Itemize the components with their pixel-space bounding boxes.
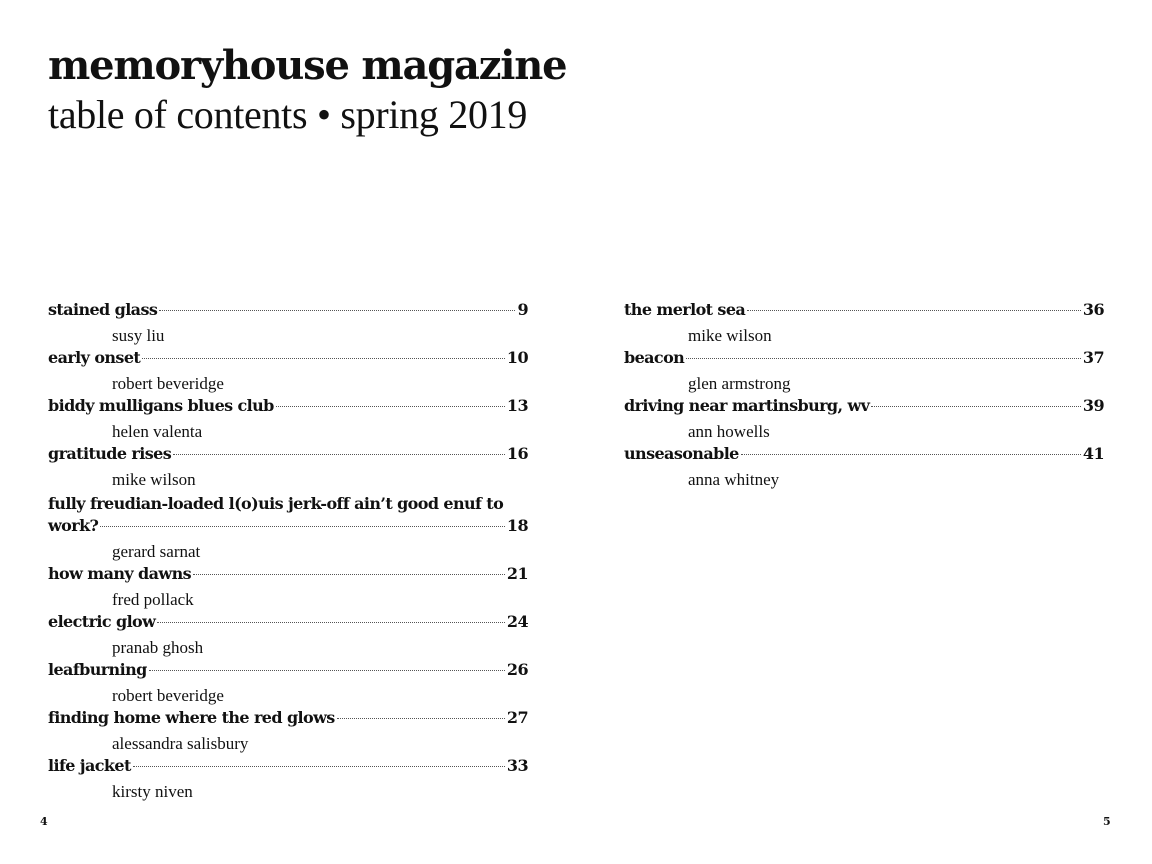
toc-subtitle: table of contents • spring 2019 bbox=[48, 92, 528, 137]
toc-entry bbox=[48, 612, 528, 660]
toc-title-line bbox=[48, 564, 528, 588]
toc-entry bbox=[624, 348, 1104, 396]
toc-entry bbox=[48, 564, 528, 612]
dot-leader bbox=[747, 310, 1081, 311]
toc-page-number: 39 bbox=[1082, 396, 1104, 415]
toc-title: gratitude rises bbox=[48, 444, 172, 463]
toc-title: life jacket bbox=[48, 756, 131, 775]
dot-leader bbox=[173, 454, 505, 455]
toc-title-line bbox=[624, 396, 1104, 420]
toc-title-line bbox=[48, 444, 528, 468]
page-number-right: 5 bbox=[1103, 815, 1111, 828]
toc-page-number: 24 bbox=[506, 612, 528, 631]
toc-author: gerard sarnat bbox=[112, 542, 201, 561]
toc-author: helen valenta bbox=[112, 422, 203, 441]
toc-title-line bbox=[48, 756, 528, 780]
toc-entry bbox=[48, 444, 528, 492]
toc-entry bbox=[48, 300, 528, 348]
toc-page-number: 18 bbox=[506, 516, 528, 535]
dot-leader bbox=[871, 406, 1081, 407]
toc-page-number: 36 bbox=[1082, 300, 1104, 319]
page-number-left: 4 bbox=[40, 815, 48, 828]
toc-title: stained glass bbox=[48, 300, 158, 319]
toc-author: kirsty niven bbox=[112, 782, 193, 801]
dot-leader bbox=[686, 358, 1081, 359]
toc-title: finding home where the red glows bbox=[48, 708, 335, 727]
toc-entry bbox=[48, 348, 528, 396]
toc-page-number: 37 bbox=[1082, 348, 1104, 367]
toc-title-line bbox=[48, 516, 528, 540]
toc-title-line bbox=[624, 300, 1104, 324]
toc-title: beacon bbox=[624, 348, 685, 367]
toc-title: how many dawns bbox=[48, 564, 192, 583]
toc-page-number: 33 bbox=[506, 756, 528, 775]
dot-leader bbox=[149, 670, 505, 671]
toc-title-line bbox=[48, 708, 528, 732]
toc-title-line bbox=[48, 396, 528, 420]
magazine-title: memoryhouse magazine bbox=[48, 42, 567, 89]
toc-author: robert beveridge bbox=[112, 686, 224, 705]
dot-leader bbox=[741, 454, 1081, 455]
toc-page-number: 9 bbox=[517, 300, 528, 319]
toc-author: fred pollack bbox=[112, 590, 194, 609]
toc-page-number: 10 bbox=[506, 348, 528, 367]
toc-entry bbox=[48, 660, 528, 708]
toc-right-column bbox=[624, 300, 1104, 492]
toc-title-line bbox=[624, 348, 1104, 372]
toc-entry bbox=[624, 300, 1104, 348]
toc-entry bbox=[48, 756, 528, 804]
dot-leader bbox=[159, 310, 515, 311]
toc-title: leafburning bbox=[48, 660, 147, 679]
toc-title: unseasonable bbox=[624, 444, 739, 463]
toc-author: alessandra salisbury bbox=[112, 734, 249, 753]
toc-title: early onset bbox=[48, 348, 141, 367]
toc-page-number: 26 bbox=[506, 660, 528, 679]
dot-leader bbox=[100, 526, 505, 527]
toc-title: biddy mulligans blues club bbox=[48, 396, 274, 415]
toc-entry bbox=[624, 444, 1104, 492]
toc-page-number: 27 bbox=[506, 708, 528, 727]
toc-title: fully freudian-loaded l(o)uis jerk-off ain’t good enuf to bbox=[48, 494, 504, 513]
toc-title: the merlot sea bbox=[624, 300, 746, 319]
toc-title-continued: work? bbox=[48, 516, 99, 535]
toc-author: pranab ghosh bbox=[112, 638, 204, 657]
toc-entry bbox=[48, 492, 528, 564]
toc-author: susy liu bbox=[112, 326, 165, 345]
toc-page-number: 21 bbox=[506, 564, 528, 583]
dot-leader bbox=[337, 718, 505, 719]
toc-title-line bbox=[48, 612, 528, 636]
toc-author: mike wilson bbox=[688, 326, 772, 345]
dot-leader bbox=[276, 406, 505, 407]
toc-author: mike wilson bbox=[112, 470, 196, 489]
toc-page-number: 16 bbox=[506, 444, 528, 463]
dot-leader bbox=[142, 358, 505, 359]
dot-leader bbox=[193, 574, 505, 575]
dot-leader bbox=[157, 622, 505, 623]
toc-title-line bbox=[48, 300, 528, 324]
toc-entry bbox=[624, 396, 1104, 444]
toc-author: robert beveridge bbox=[112, 374, 224, 393]
dot-leader bbox=[133, 766, 505, 767]
toc-title-line bbox=[624, 444, 1104, 468]
toc-author: anna whitney bbox=[688, 470, 780, 489]
toc-page-number: 41 bbox=[1082, 444, 1104, 463]
toc-title: driving near martinsburg, wv bbox=[624, 396, 870, 415]
toc-author: ann howells bbox=[688, 422, 770, 441]
toc-title-line bbox=[48, 660, 528, 684]
toc-author: glen armstrong bbox=[688, 374, 791, 393]
toc-left-column bbox=[48, 300, 528, 804]
toc-entry bbox=[48, 396, 528, 444]
toc-title: electric glow bbox=[48, 612, 156, 631]
toc-entry bbox=[48, 708, 528, 756]
toc-title-line bbox=[48, 348, 528, 372]
toc-page-number: 13 bbox=[506, 396, 528, 415]
